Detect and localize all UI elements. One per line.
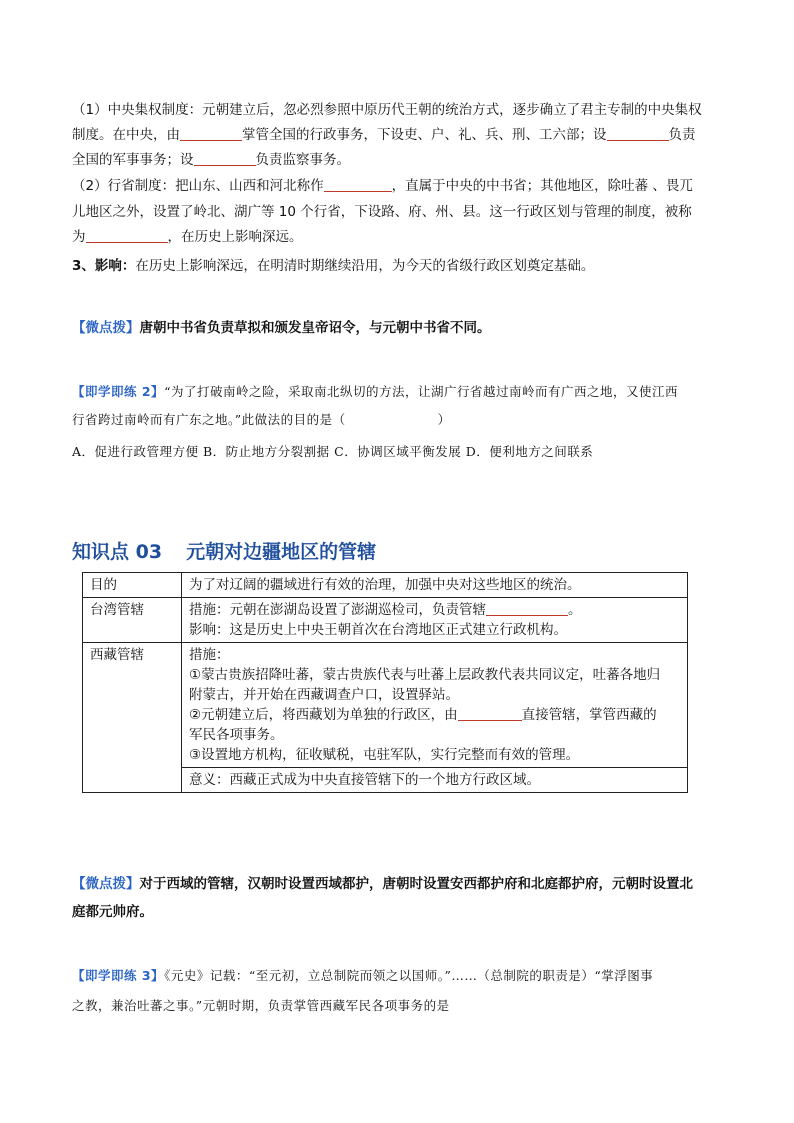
tip-note-2-line-1: 【微点拨】对于西域的管辖，汉朝时设置西域都护，唐朝时设置安西都护府和北庭都护府，元朝时设置北: [72, 876, 693, 892]
influence-line: 3、影响：在历史上影响深远，在明清时期继续沿用，为今天的省级行政区划奠定基础。: [72, 258, 595, 274]
table-row: [83, 598, 688, 643]
row-label: 目的: [83, 573, 182, 598]
fill-blank[interactable]: [458, 706, 522, 721]
row-content: 为了对辽阔的疆域进行有效的治理，加强中央对这些地区的统治。: [182, 573, 688, 598]
practice-2-line-1: 【即学即练 2】“为了打破南岭之险，采取南北纵切的方法，让湖广行省越过南岭而有广西之地，又使江西: [72, 384, 678, 399]
row-label: 台湾管辖: [83, 598, 182, 643]
fill-blank[interactable]: [607, 126, 669, 141]
fill-blank[interactable]: [180, 126, 242, 141]
knowledge-table: [82, 572, 688, 793]
central-system-line-1: （1）中央集权制度：元朝建立后，忽必烈参照中原历代王朝的统治方式，逐步确立了君主专制的中央集权: [72, 102, 702, 118]
row-content: 措施：元朝在澎湖岛设置了澎湖巡检司，负责管辖 。 影响：这是历史上中央王朝首次在台湾地区正式建立行政机构。: [182, 598, 688, 643]
province-system-line-2: 儿地区之外，设置了岭北、湖广等 10 个行省，下设路、府、州、县。这一行政区划与管理的制度，被称: [72, 204, 692, 220]
practice-2-options: A．促进行政管理方便 B．防止地方分裂割据 C．协调区域平衡发展 D．便利地方之间联系: [72, 444, 594, 459]
tip-note-2-line-2: 庭都元帅府。: [72, 904, 153, 920]
central-system-line-2: 制度。在中央，由 掌管全国的行政事务，下设吏、户、礼、兵、刑、工六部；设 负责: [72, 127, 696, 143]
fill-blank[interactable]: [324, 177, 392, 192]
section-heading: 知识点 03 元朝对边疆地区的管辖: [72, 541, 377, 563]
row-content: 措施： ①蒙古贵族招降吐蕃，蒙古贵族代表与吐蕃上层政教代表共同议定，吐蕃各地归 附蒙古，并开始在西藏调查户口，设置驿站。 ②元朝建立后，将西藏划为单独的行政区，由 直接管辖，掌管西藏的 军民各项事务。 ③设置地方机构，征收赋税，屯驻军队，实行完整而有效的管理。: [182, 643, 688, 768]
practice-3-line-2: 之教，兼治吐蕃之事。”元朝时期，负责掌管西藏军民各项事务的是: [72, 998, 450, 1013]
fill-blank[interactable]: [86, 228, 168, 243]
tip-note-1: 【微点拨】唐朝中书省负责草拟和颁发皇帝诏令，与元朝中书省不同。: [72, 320, 491, 336]
central-system-line-3: 全国的军事事务；设 负责监察事务。: [72, 152, 350, 168]
row-content: 意义：西藏正式成为中央直接管辖下的一个地方行政区域。: [182, 768, 688, 793]
row-label: 西藏管辖: [83, 643, 182, 793]
table-row: [83, 573, 688, 598]
fill-blank[interactable]: [486, 601, 568, 616]
practice-3-line-1: 【即学即练 3】《元史》记载：“至元初，立总制院而领之以国师。”……（总制院的职责是）“掌浮图事: [72, 968, 654, 983]
province-system-line-1: （2）行省制度：把山东、山西和河北称作 ，直属于中央的中书省；其他地区，除吐蕃 、畏兀: [72, 178, 693, 194]
province-system-line-3: 为 ，在历史上影响深远。: [72, 229, 303, 245]
fill-blank[interactable]: [194, 151, 256, 166]
table-row: [83, 643, 688, 768]
practice-2-line-2: 行省跨过南岭而有广东之地。”此做法的目的是（ ）: [72, 412, 451, 427]
